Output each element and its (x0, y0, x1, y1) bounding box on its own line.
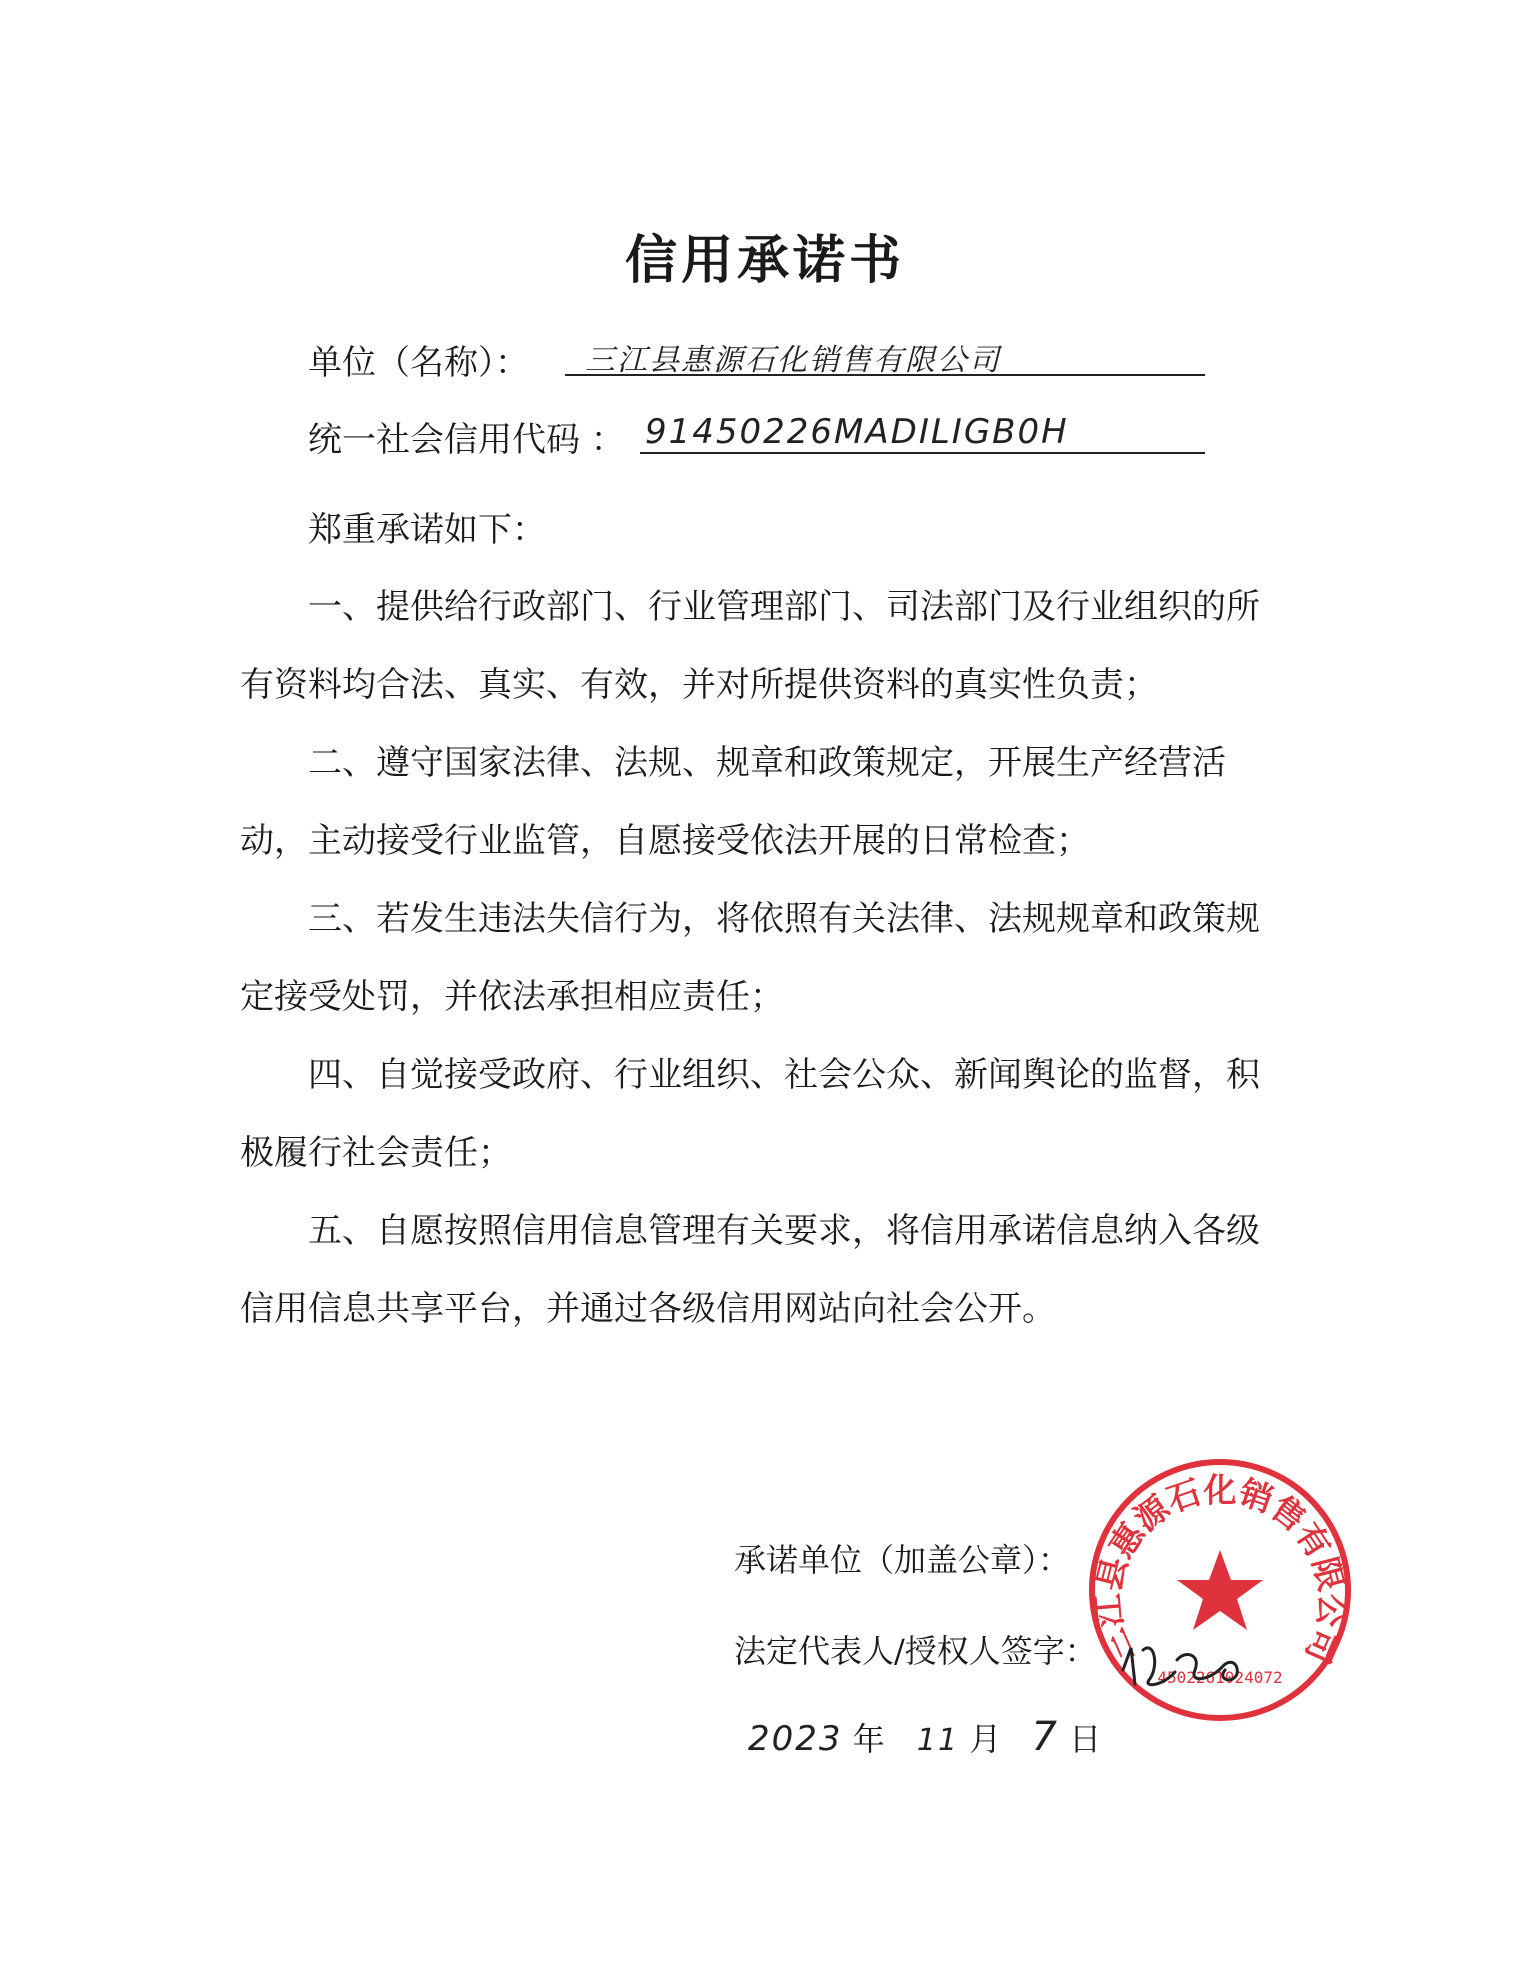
credit-code-row (308, 415, 625, 465)
seal-company-text: 三江县惠源石化销售有限公司 (1088, 1470, 1352, 1670)
date-month-unit: 月 (969, 1720, 1002, 1758)
paragraph-5-text: 五、自愿按照信用信息管理有关要求，将信用承诺信息纳入各级信用信息共享平台，并通过各级信用网站向社会公开。 (240, 1211, 1260, 1329)
paragraph-2-text: 二、遵守国家法律、法规、规章和政策规定，开展生产经营活动，主动接受行业监管，自愿接受依法开展的日常检查； (240, 743, 1226, 861)
date-day-unit: 日 (1069, 1720, 1102, 1758)
paragraph-5 (240, 1192, 1285, 1348)
legal-rep-label: 法定代表人/授权人签字： (734, 1632, 1097, 1670)
unit-handwritten-value: 三江县惠源石化销售有限公司 (585, 343, 1001, 378)
paragraph-2 (240, 724, 1285, 880)
date-day: 7 (1031, 1714, 1059, 1760)
unit-row (308, 338, 529, 388)
paragraph-3 (240, 880, 1285, 1036)
pledge-unit-label: 承诺单位（加盖公章）： (734, 1541, 1071, 1579)
date-line (748, 1714, 1101, 1760)
paragraph-1 (240, 568, 1285, 724)
date-year: 2023 (748, 1719, 843, 1759)
credit-code-underline (640, 452, 1205, 454)
handwritten-signature (1115, 1630, 1255, 1700)
paragraph-1-text: 一、提供给行政部门、行业管理部门、司法部门及行业组织的所有资料均合法、真实、有效，并对所提供资料的真实性负责； (240, 587, 1260, 705)
seal-star-icon (1177, 1550, 1263, 1630)
credit-code-handwritten-value: 91450226MADILIGB0H (645, 412, 1069, 452)
paragraph-4-text: 四、自觉接受政府、行业组织、社会公众、新闻舆论的监督，积极履行社会责任； (240, 1055, 1260, 1173)
date-year-unit: 年 (852, 1720, 885, 1758)
paragraph-3-text: 三、若发生违法失信行为，将依照有关法律、法规规章和政策规定接受处罚，并依法承担相应责任； (240, 899, 1260, 1017)
intro-text: 郑重承诺如下： (308, 510, 546, 550)
credit-code-label: 统一社会信用代码 ： (308, 420, 625, 460)
paragraph-4 (240, 1036, 1285, 1192)
unit-label: 单位（名称）： (308, 343, 529, 383)
date-month: 11 (916, 1723, 960, 1758)
document-title: 信用承诺书 (624, 231, 905, 291)
seal-number: 4502261024072 (1157, 1668, 1283, 1687)
